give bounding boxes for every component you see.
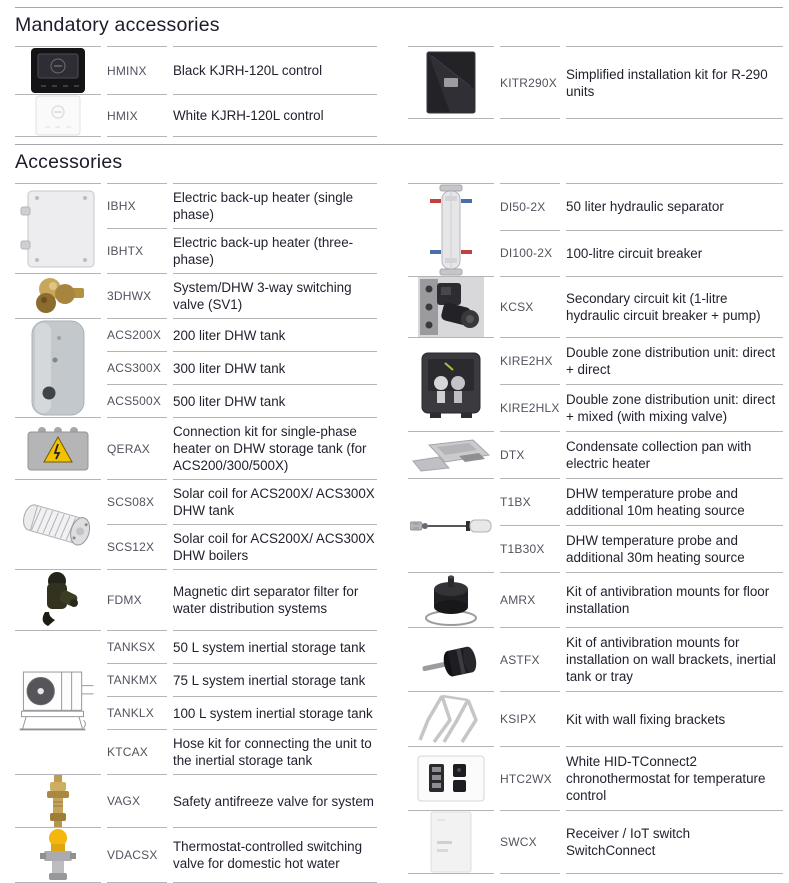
product-rows	[107, 273, 377, 318]
table-row	[500, 525, 783, 572]
product-group	[15, 417, 377, 479]
product-code: TANKLX	[107, 696, 167, 729]
product-rows	[107, 630, 377, 774]
product-code: IBHX	[107, 183, 167, 228]
product-rows	[500, 627, 783, 691]
two-column-layout	[15, 183, 783, 883]
product-group	[408, 478, 783, 572]
table-row	[500, 746, 783, 810]
product-group	[15, 318, 377, 417]
three-way-valve-icon	[15, 273, 101, 318]
product-description: 50 L system inertial storage tank	[173, 630, 377, 663]
product-rows	[500, 572, 783, 627]
table-row	[500, 384, 783, 431]
table-row	[500, 691, 783, 746]
product-description: Simplified installation kit for R-290 units	[566, 46, 783, 119]
solar-coil-icon	[15, 479, 101, 569]
table-row	[500, 627, 783, 691]
product-code: AMRX	[500, 572, 560, 627]
product-code: KCSX	[500, 276, 560, 337]
condensate-pan-icon	[408, 431, 494, 478]
product-rows	[107, 479, 377, 569]
table-row	[500, 337, 783, 384]
product-group	[408, 276, 783, 337]
accessories-left-table	[15, 183, 377, 883]
product-code: SCS08X	[107, 479, 167, 524]
table-row	[107, 228, 377, 273]
product-rows	[500, 337, 783, 431]
backup-heater-icon	[15, 183, 101, 273]
product-rows	[500, 691, 783, 746]
product-code: SWCX	[500, 810, 560, 874]
product-group	[15, 569, 377, 630]
table-row	[500, 183, 783, 230]
table-row	[107, 94, 377, 137]
product-description: Double zone distribution unit: direct + mixed (with mixing valve)	[566, 384, 783, 431]
product-description: Magnetic dirt separator filter for water distribution systems	[173, 569, 377, 630]
table-row	[107, 630, 377, 663]
product-code: TANKMX	[107, 663, 167, 696]
product-group	[408, 46, 783, 119]
product-rows	[107, 318, 377, 417]
product-group	[15, 273, 377, 318]
product-code: KTCAX	[107, 729, 167, 774]
table-row	[107, 384, 377, 417]
product-description: Safety antifreeze valve for system	[173, 774, 377, 827]
section-divider-rule	[15, 144, 783, 145]
two-column-layout	[15, 46, 783, 137]
product-group	[408, 691, 783, 746]
product-description: 300 liter DHW tank	[173, 351, 377, 384]
product-rows	[500, 746, 783, 810]
table-row	[500, 478, 783, 525]
table-row	[107, 524, 377, 569]
product-rows	[500, 810, 783, 874]
table-row	[500, 276, 783, 337]
black-control-icon	[15, 46, 101, 94]
product-group	[408, 627, 783, 691]
section-accessories	[15, 151, 783, 883]
chronothermostat-icon	[408, 746, 494, 810]
antifreeze-valve-icon	[15, 774, 101, 827]
product-description: 75 L system inertial storage tank	[173, 663, 377, 696]
product-code: QERAX	[107, 417, 167, 479]
product-description: System/DHW 3-way switching valve (SV1)	[173, 273, 377, 318]
product-group	[15, 630, 377, 774]
product-description: Connection kit for single-phase heater on DHW storage tank (for ACS200/300/500X)	[173, 417, 377, 479]
product-group	[15, 94, 377, 137]
product-code: DI50-2X	[500, 183, 560, 230]
section-top-rule	[15, 7, 783, 8]
product-description: 200 liter DHW tank	[173, 318, 377, 351]
product-code: ACS300X	[107, 351, 167, 384]
product-code: KSIPX	[500, 691, 560, 746]
iot-receiver-icon	[408, 810, 494, 874]
catalog-page	[0, 7, 789, 883]
product-code: T1BX	[500, 478, 560, 525]
product-rows	[500, 276, 783, 337]
product-description: White HID-TConnect2 chronothermostat for temperature control	[566, 746, 783, 810]
product-description: Solar coil for ACS200X/ ACS300X DHW boilers	[173, 524, 377, 569]
table-row	[500, 810, 783, 874]
product-description: DHW temperature probe and additional 10m heating source	[566, 478, 783, 525]
product-code: ASTFX	[500, 627, 560, 691]
product-rows	[107, 417, 377, 479]
table-row	[107, 663, 377, 696]
product-description: Black KJRH-120L control	[173, 46, 377, 94]
product-code: VAGX	[107, 774, 167, 827]
product-rows	[107, 94, 377, 137]
product-description: DHW temperature probe and additional 30m heating source	[566, 525, 783, 572]
antivibration-stud-mount-icon	[408, 627, 494, 691]
product-group	[408, 572, 783, 627]
table-row	[107, 183, 377, 228]
mandatory-accessories-left-table	[15, 46, 377, 137]
table-row	[107, 696, 377, 729]
product-description: 50 liter hydraulic separator	[566, 183, 783, 230]
product-code: HTC2WX	[500, 746, 560, 810]
product-code: T1B30X	[500, 525, 560, 572]
product-code: KIRE2HX	[500, 337, 560, 384]
wall-bracket-icon	[408, 691, 494, 746]
product-code: 3DHWX	[107, 273, 167, 318]
product-description: White KJRH-120L control	[173, 94, 377, 137]
accessories-right-table	[408, 183, 783, 874]
product-description: Kit with wall fixing brackets	[566, 691, 783, 746]
secondary-circuit-kit-icon	[408, 276, 494, 337]
installation-panel-icon	[408, 46, 494, 119]
connection-kit-icon	[15, 417, 101, 479]
product-group	[408, 431, 783, 478]
product-description: Kit of antivibration mounts for installation on wall brackets, inertial tank or tray	[566, 627, 783, 691]
table-row	[107, 774, 377, 827]
dhw-tank-icon	[15, 318, 101, 417]
product-description: Secondary circuit kit (1-litre hydraulic circuit breaker + pump)	[566, 276, 783, 337]
table-row	[500, 572, 783, 627]
product-code: FDMX	[107, 569, 167, 630]
table-row	[107, 273, 377, 318]
product-description: Condensate collection pan with electric heater	[566, 431, 783, 478]
product-description: Kit of antivibration mounts for floor installation	[566, 572, 783, 627]
product-group	[15, 479, 377, 569]
heat-pump-unit-icon	[15, 630, 101, 774]
product-description: Solar coil for ACS200X/ ACS300X DHW tank	[173, 479, 377, 524]
product-group	[15, 183, 377, 273]
product-rows	[107, 183, 377, 273]
antivibration-floor-mount-icon	[408, 572, 494, 627]
product-description: 100-litre circuit breaker	[566, 230, 783, 277]
table-row	[107, 729, 377, 774]
table-row	[500, 46, 783, 119]
product-code: SCS12X	[107, 524, 167, 569]
magnetic-filter-icon	[15, 569, 101, 630]
table-row	[107, 46, 377, 94]
product-rows	[107, 46, 377, 94]
product-description: Electric back-up heater (three-phase)	[173, 228, 377, 273]
product-group	[408, 810, 783, 874]
table-row	[107, 318, 377, 351]
hydraulic-separator-icon	[408, 183, 494, 276]
product-description: Electric back-up heater (single phase)	[173, 183, 377, 228]
table-row	[500, 431, 783, 478]
product-rows	[500, 46, 783, 119]
product-code: IBHTX	[107, 228, 167, 273]
product-group	[15, 46, 377, 94]
product-group	[15, 827, 377, 883]
product-rows	[500, 431, 783, 478]
temperature-probe-icon	[408, 478, 494, 572]
table-row	[107, 827, 377, 883]
product-rows	[107, 774, 377, 827]
product-description: Receiver / IoT switch SwitchConnect	[566, 810, 783, 874]
table-row	[107, 479, 377, 524]
product-group	[408, 183, 783, 276]
thermostatic-valve-icon	[15, 827, 101, 883]
product-code: ACS200X	[107, 318, 167, 351]
section-mandatory-accessories	[15, 14, 783, 137]
product-rows	[500, 183, 783, 276]
distribution-unit-icon	[408, 337, 494, 431]
product-description: Double zone distribution unit: direct + direct	[566, 337, 783, 384]
table-row	[107, 351, 377, 384]
page-title: Mandatory accessories	[15, 14, 220, 36]
product-code: HMINX	[107, 46, 167, 94]
product-description: Hose kit for connecting the unit to the inertial storage tank	[173, 729, 377, 774]
table-row	[107, 417, 377, 479]
product-rows	[500, 478, 783, 572]
product-code: KITR290X	[500, 46, 560, 119]
white-control-icon	[15, 94, 101, 137]
product-code: ACS500X	[107, 384, 167, 417]
product-group	[408, 746, 783, 810]
product-code: TANKSX	[107, 630, 167, 663]
product-group	[15, 774, 377, 827]
product-description: 100 L system inertial storage tank	[173, 696, 377, 729]
product-code: HMIX	[107, 94, 167, 137]
table-row	[107, 569, 377, 630]
product-description: Thermostat-controlled switching valve for domestic hot water	[173, 827, 377, 883]
product-rows	[107, 827, 377, 883]
product-code: KIRE2HLX	[500, 384, 560, 431]
section-title-accessories: Accessories	[15, 151, 123, 173]
product-rows	[107, 569, 377, 630]
product-description: 500 liter DHW tank	[173, 384, 377, 417]
product-code: DTX	[500, 431, 560, 478]
product-code: DI100-2X	[500, 230, 560, 277]
product-code: VDACSX	[107, 827, 167, 883]
mandatory-accessories-right-table	[408, 46, 783, 119]
table-row	[500, 230, 783, 277]
product-group	[408, 337, 783, 431]
